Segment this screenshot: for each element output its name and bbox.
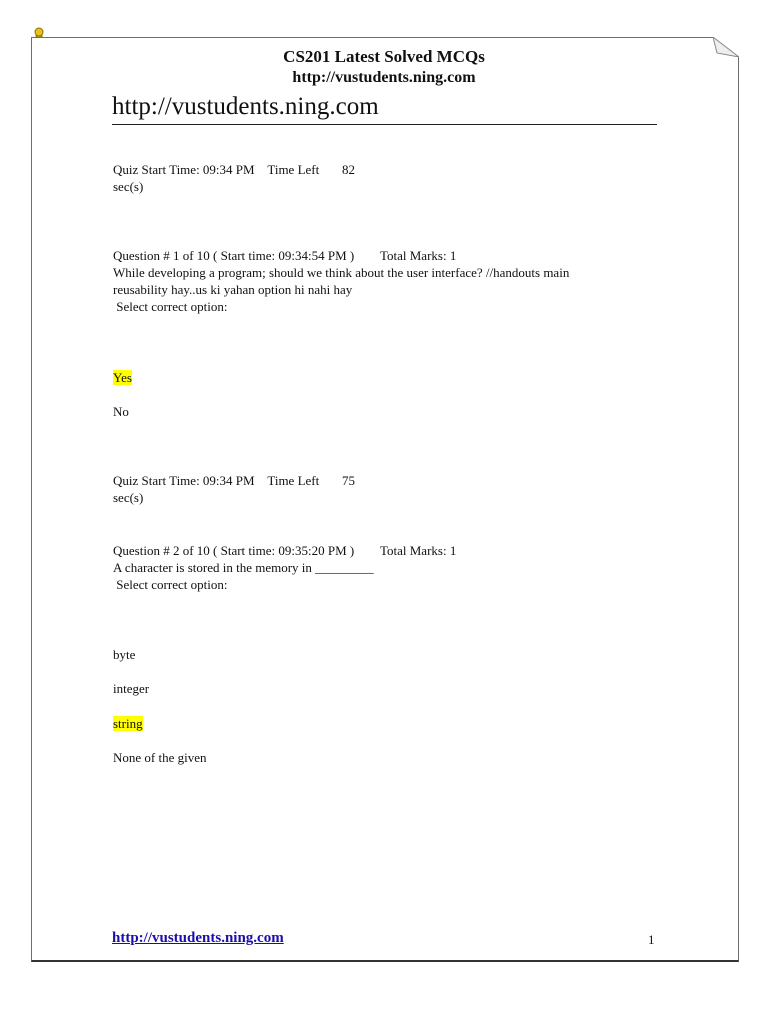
header-divider [112,124,657,125]
time-left-unit: sec(s) [113,490,144,505]
select-prompt: Select correct option: [113,577,228,592]
highlighted-answer: Yes [113,370,132,385]
quiz-start-time: Quiz Start Time: 09:34 PM Time Left 82 [113,162,355,177]
question-header: Question # 2 of 10 ( Start time: 09:35:20 PM ) Total Marks: 1 [113,543,457,558]
question-text: A character is stored in the memory in _________ [113,560,374,575]
question-header: Question # 1 of 10 ( Start time: 09:34:54 PM ) Total Marks: 1 [113,248,457,263]
quiz-start-time: Quiz Start Time: 09:34 PM Time Left 75 [113,473,355,488]
header-url: http://vustudents.ning.com [292,69,476,86]
highlighted-answer: string [113,716,143,731]
answer-option-correct [113,715,143,732]
site-url-heading: http://vustudents.ning.com [112,93,379,120]
time-left-unit: sec(s) [113,179,144,194]
question-text: While developing a program; should we think about the user interface? //handouts main [113,265,570,280]
answer-option: integer [113,681,150,696]
select-prompt: Select correct option: [113,299,228,314]
answer-option: No [113,404,129,419]
page-number: 1 [648,932,655,947]
document-title: CS201 Latest Solved MCQs [283,47,485,66]
answer-option-correct [113,369,132,386]
answer-option: byte [113,647,136,662]
answer-option: None of the given [113,750,207,765]
question-text-continued: reusability hay..us ki yahan option hi nahi hay [113,282,353,297]
footer-link[interactable]: http://vustudents.ning.com [112,930,284,946]
